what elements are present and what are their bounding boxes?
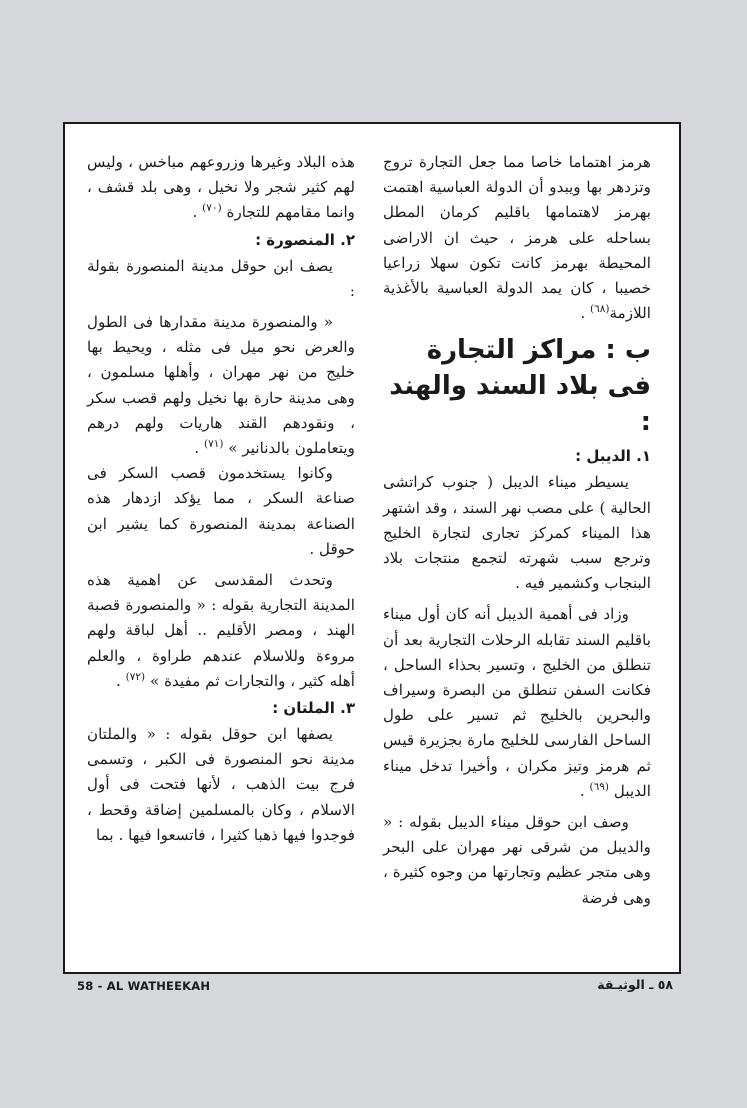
left-paragraph-3: « والمنصورة مدينة مقدارها فى الطول والعرض نحو ميل فى مثله ، ويحيط بها خليج من نهر مهران ، وأهلها مسلمون ، وهى مدينة حارة بها نخيل ولهم قصب سكر ، ونقودهم القند هاريات ولهم درهم ويتعاملون بالدنانير » $^{(٧١)}$ . bbox=[87, 313, 355, 458]
page-footer bbox=[63, 977, 681, 997]
left-paragraph-4: وكانوا يستخدمون قصب السكر فى صناعة السكر ، مما يؤكد ازدهار هذه الصناعة بمدينة المنصورة كما يشير ابن حوقل . bbox=[87, 464, 355, 558]
subheading-mansura: ٢. المنصورة : bbox=[255, 230, 355, 249]
left-paragraph-5: وتحدث المقدسى عن اهمية هذه المدينة التجارية بقوله : « والمنصورة قصبة الهند ، ومصر الأقليم .. أهل لباقة ولهم مروءة وللاسلام عندهم طراوة ، والعلم أهله كثير ، والتجارات ثم مفيدة » $^{(٧٢)}$ . bbox=[87, 571, 355, 690]
footer-page-label-latin: 58 - AL WATHEEKAH bbox=[77, 979, 211, 993]
footnote-72: (٧٢) bbox=[125, 670, 146, 683]
right-paragraph-4: وصف ابن حوقل ميناء الديبل بقوله : « والديبل من شرقى نهر مهران على البحر وهى متجر عظيم وتجارتها من وجوه كثيرة ، وهى فرضة bbox=[383, 813, 651, 907]
left-column bbox=[87, 150, 355, 848]
footnote-69: (٦٩) bbox=[589, 780, 610, 793]
footnote-71: (٧١) bbox=[203, 437, 224, 450]
footnote-68: (٦٨) bbox=[589, 303, 610, 316]
right-paragraph-1: هرمز اهتماما خاصا مما جعل التجارة تروج وتزدهر بها ويبدو أن الدولة العباسية اهتمت بهرمز لاهتمامها باقليم كرمان المطل بساحله على هرمز ، حيث ان الاراضى المحيطة بهرمز كانت تكون سهلا زراعيا خصيبا ، كان يمد الدولة العباسية بالأغذية اللازمة$^{(٦٨)}$ . bbox=[383, 153, 651, 323]
left-paragraph-6: يصفها ابن حوقل بقوله : « والملتان مدينة نحو المنصورة فى الكبر ، وتسمى فرج بيت الذهب ، لأنها فتحت فى أول الاسلام ، وكان بالمسلمين إضاقة وقحط ، فوجدوا فيها ذهبا كثيرا ، فاتسعوا فيها . بما bbox=[87, 725, 355, 844]
section-heading-trade-centers: ب : مراكز التجارة فى بلاد السند والهند : bbox=[389, 335, 651, 438]
left-paragraph-1: هذه البلاد وغيرها وزروعهم مباخس ، وليس لهم كثير شجر ولا نخيل ، وهى بلد قشف ، وانما مقامهم للتجارة $^{(٧٠)}$ . bbox=[87, 153, 355, 222]
right-paragraph-3: وزاد فى أهمية الديبل أنه كان أول ميناء باقليم السند تقابله الرحلات التجارية بعد أن تنطلق من الخليج ، وتسير بحذاء الساحل ، فكانت السفن تنطلق من البصرة وسيراف والبحرين بالخليج ثم تسير على طول الساحل الفارسى للخليج مارة بجزيرة قيس ثم هرمز وتيز مكران ، وأخيرا تدخل ميناء الديبل $^{(٦٩)}$ . bbox=[383, 605, 651, 800]
right-paragraph-2: يسيطر ميناء الديبل ( جنوب كراتشى الحالية ) على مصب نهر السند ، وقد اشتهر هذا الميناء كمركز تجارى لتجارة الخليج وترجع سبب شهرته لتجمع منتجات بلاد البنجاب وكشمير فيه . bbox=[383, 473, 651, 593]
subheading-daybul: ١. الديبل : bbox=[575, 447, 651, 466]
page-frame bbox=[63, 122, 681, 974]
left-paragraph-2: يصف ابن حوقل مدينة المنصورة بقولة : bbox=[87, 256, 355, 300]
right-column bbox=[383, 150, 651, 911]
footer-page-label-arabic: ٥٨ ـ الوثيـقة bbox=[597, 977, 673, 992]
footnote-70: (٧٠) bbox=[202, 202, 222, 215]
subheading-multan: ٣. الملتان : bbox=[272, 699, 355, 718]
